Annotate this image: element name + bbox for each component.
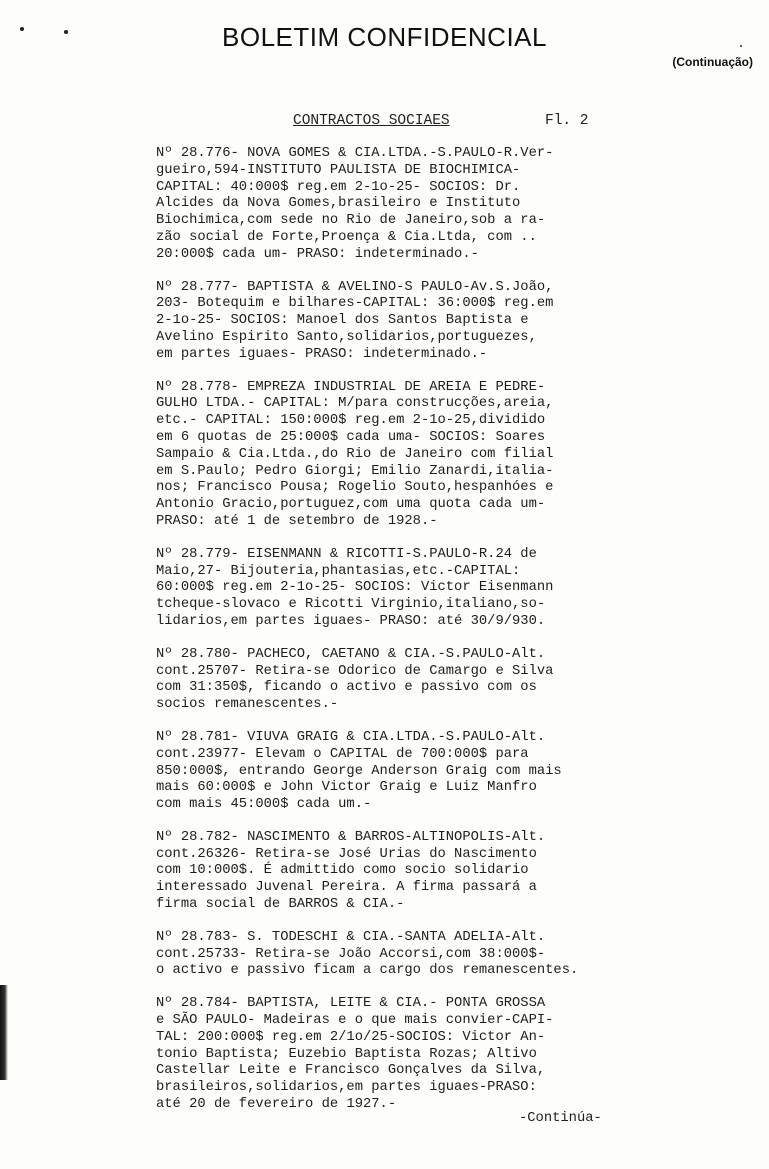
entry-line: nos; Francisco Pousa; Rogelio Souto,hespanhóes e xyxy=(156,480,554,496)
entry-line: interessado Juvenal Pereira. A firma passará a xyxy=(156,880,537,896)
entry-line: cont.25733- Retira-se João Accorsi,com 38:000$- xyxy=(156,946,546,962)
entry-line: 203- Botequim e bilhares-CAPITAL: 36:000$ reg.em xyxy=(156,296,554,312)
entry-line: em S.Paulo; Pedro Giorgi; Emilio Zanardi,italia- xyxy=(156,463,554,479)
folio-number: Fl. 2 xyxy=(545,113,589,129)
entry-line: brasileiros,solidarios,em partes iguaes-PRASO: xyxy=(156,1080,537,1096)
entry-line: Nº 28.784- BAPTISTA, LEITE & CIA.- PONTA GROSSA xyxy=(156,996,546,1012)
contract-entry xyxy=(156,380,626,531)
entry-line: Nº 28.776- NOVA GOMES & CIA.LTDA.-S.PAULO-R.Ver- xyxy=(156,146,554,161)
entry-line: socios remanescentes.- xyxy=(156,697,339,713)
entry-line: Alcides da Nova Gomes,brasileiro e Instituto xyxy=(156,196,521,212)
entry-line: CAPITAL: 40:000$ reg.em 2-1o-25- SOCIOS: Dr. xyxy=(156,179,521,195)
entry-line: e SÃO PAULO- Madeiras e o que mais convier-CAPI- xyxy=(156,1013,554,1029)
entry-line: GULHO LTDA.- CAPITAL: M/para construcções,areia, xyxy=(156,396,554,412)
binding-edge-mark xyxy=(0,985,8,1080)
entry-line: até 20 de fevereiro de 1927.- xyxy=(156,1097,397,1113)
entry-line: Nº 28.778- EMPREZA INDUSTRIAL DE AREIA E PEDRE- xyxy=(156,379,546,395)
entry-line: Nº 28.781- VIUVA GRAIG & CIA.LTDA.-S.PAULO-Alt. xyxy=(156,729,546,745)
entry-line: PRASO: até 1 de setembro de 1928.- xyxy=(156,513,438,529)
contract-entry xyxy=(156,930,626,980)
contract-entry xyxy=(156,996,626,1114)
entry-line: firma social de BARROS & CIA.- xyxy=(156,897,405,913)
entry-line: Castellar Leite e Francisco Gonçalves da Silva, xyxy=(156,1063,546,1079)
section-title: CONTRACTOS SOCIAES xyxy=(293,113,450,129)
entry-line: Nº 28.777- BAPTISTA & AVELINO-S PAULO-Av.S.João, xyxy=(156,279,554,295)
contract-entry xyxy=(156,730,626,814)
continuation-label: (Continuação) xyxy=(672,55,753,69)
entry-line: com 10:000$. É admittido como socio solidario xyxy=(156,863,529,879)
entry-line: em 6 quotas de 25:000$ cada uma- SOCIOS: Soares xyxy=(156,429,546,445)
entry-line: gueiro,594-INSTITUTO PAULISTA DE BIOCHIMICA- xyxy=(156,162,521,178)
contract-entry xyxy=(156,146,626,264)
entry-line: Biochimica,com sede no Rio de Janeiro,sob a ra- xyxy=(156,213,546,229)
contract-entry xyxy=(156,280,626,364)
contract-entry xyxy=(156,647,626,714)
entry-line: 2-1o-25- SOCIOS: Manoel dos Santos Baptista e xyxy=(156,313,529,329)
entry-line: cont.26326- Retira-se José Urias do Nascimento xyxy=(156,846,537,862)
continues-note: -Continúa- xyxy=(519,1111,602,1126)
entry-line: Avelino Espirito Santo,solidarios,portuguezes, xyxy=(156,329,537,345)
entry-line: tonio Baptista; Euzebio Baptista Rozas; Altivo xyxy=(156,1046,537,1062)
entry-line: lidarios,em partes iguaes- PRASO: até 30/9/930. xyxy=(156,613,546,629)
entry-line: zão social de Forte,Proença & Cia.Ltda, com .. xyxy=(156,229,537,245)
entry-line: Nº 28.782- NASCIMENTO & BARROS-ALTINOPOLIS-Alt. xyxy=(156,829,546,845)
entry-line: Maio,27- Bijouteria,phantasias,etc.-CAPITAL: xyxy=(156,563,521,579)
entry-line: o activo e passivo ficam a cargo dos remanescentes. xyxy=(156,963,579,979)
entry-line: Nº 28.779- EISENMANN & RICOTTI-S.PAULO-R.24 de xyxy=(156,546,537,562)
entry-line: Antonio Gracio,portuguez,com uma quota cada um- xyxy=(156,497,546,513)
entry-line: Nº 28.780- PACHECO, CAETANO & CIA.-S.PAULO-Alt. xyxy=(156,646,546,662)
entry-line: Nº 28.783- S. TODESCHI & CIA.-SANTA ADELIA-Alt. xyxy=(156,929,546,945)
entries-list xyxy=(156,146,626,1130)
entry-line: cont.25707- Retira-se Odorico de Camargo e Silva xyxy=(156,663,554,679)
entry-line: mais 60:000$ e John Victor Graig e Luiz Manfro xyxy=(156,780,537,796)
contract-entry xyxy=(156,547,626,631)
entry-line: 850:000$, entrando George Anderson Graig com mais xyxy=(156,763,562,779)
entry-line: TAL: 200:000$ reg.em 2/1o/25-SOCIOS: Victor An- xyxy=(156,1029,546,1045)
entry-line: com 31:350$, ficando o activo e passivo com os xyxy=(156,680,537,696)
entry-line: 60:000$ reg.em 2-1o-25- SOCIOS: Victor Eisenmann xyxy=(156,580,554,596)
bulletin-title: BOLETIM CONFIDENCIAL xyxy=(222,22,547,52)
entry-line: 20:000$ cada um- PRASO: indeterminado.- xyxy=(156,246,479,262)
contract-entry xyxy=(156,830,626,914)
entry-line: cont.23977- Elevam o CAPITAL de 700:000$ para xyxy=(156,746,529,762)
entry-line: em partes iguaes- PRASO: indeterminado.- xyxy=(156,346,488,362)
entry-line: Sampaio & Cia.Ltda.,do Rio de Janeiro com filial xyxy=(156,446,554,462)
entry-line: com mais 45:000$ cada um.- xyxy=(156,797,372,813)
entry-line: etc.- CAPITAL: 150:000$ reg.em 2-1o-25,dividido xyxy=(156,413,546,429)
entry-line: tcheque-slovaco e Ricotti Virginio,italiano,so- xyxy=(156,597,546,613)
